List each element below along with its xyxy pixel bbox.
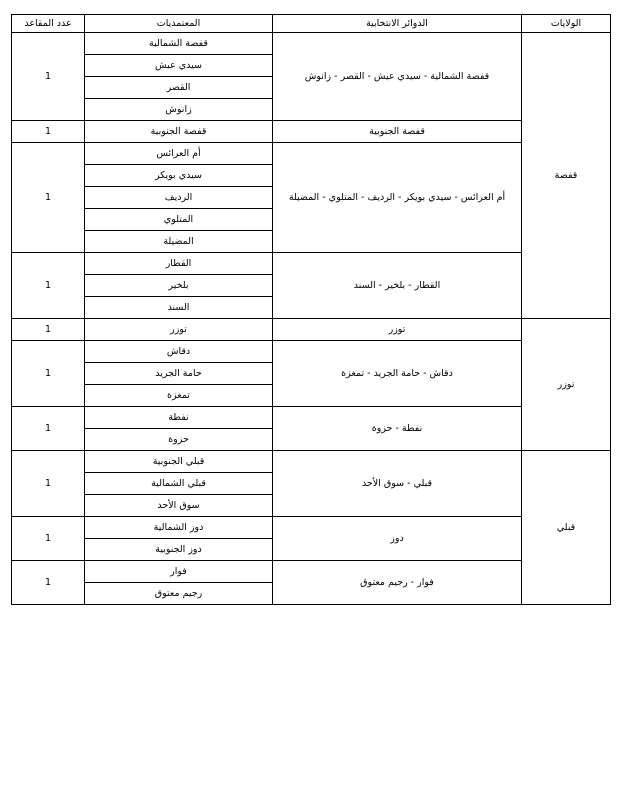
state-cell: قفصة — [522, 33, 611, 319]
table-row — [12, 33, 611, 55]
seats-cell: 1 — [12, 341, 85, 407]
table-row — [12, 451, 611, 473]
delegation-cell: الرديف — [85, 187, 273, 209]
seats-cell: 1 — [12, 33, 85, 121]
delegation-cell: حزوة — [85, 429, 273, 451]
delegation-cell: فوار — [85, 561, 273, 583]
seats-cell: 1 — [12, 319, 85, 341]
delegation-cell: قفصة الشمالية — [85, 33, 273, 55]
circonscription-cell: فوار - رجيم معتوق — [273, 561, 522, 605]
electoral-districts-table — [11, 14, 611, 605]
circonscription-cell: أم العرائس - سيدي بويكر - الرديف - المتلوي - المضيلة — [273, 143, 522, 253]
table-header-row — [12, 15, 611, 33]
delegation-cell: أم العرائس — [85, 143, 273, 165]
delegation-cell: القطار — [85, 253, 273, 275]
circonscription-cell: دقاش - حامة الجريد - تمغزة — [273, 341, 522, 407]
delegation-cell: المتلوي — [85, 209, 273, 231]
delegation-cell: دوز الشمالية — [85, 517, 273, 539]
table-row — [12, 143, 611, 165]
circonscription-cell: القطار - بلخير - السند — [273, 253, 522, 319]
table-row — [12, 517, 611, 539]
circonscription-cell: قفصة الشمالية - سيدي عيش - القصر - زانوش — [273, 33, 522, 121]
table-row — [12, 561, 611, 583]
delegation-cell: بلخير — [85, 275, 273, 297]
seats-cell: 1 — [12, 407, 85, 451]
delegation-cell: توزر — [85, 319, 273, 341]
state-cell: قبلي — [522, 451, 611, 605]
delegation-cell: سيدي عيش — [85, 55, 273, 77]
table-body — [12, 33, 611, 605]
table-row — [12, 121, 611, 143]
circonscription-cell: دوز — [273, 517, 522, 561]
delegation-cell: السند — [85, 297, 273, 319]
delegation-cell: قفصة الجنوبية — [85, 121, 273, 143]
circonscription-cell: توزر — [273, 319, 522, 341]
delegation-cell: دوز الجنوبية — [85, 539, 273, 561]
state-cell: توزر — [522, 319, 611, 451]
table-row — [12, 319, 611, 341]
seats-cell: 1 — [12, 561, 85, 605]
delegation-cell: زانوش — [85, 99, 273, 121]
delegation-cell: تمغزة — [85, 385, 273, 407]
header-delegations: المعتمديات — [85, 15, 273, 33]
table-row — [12, 253, 611, 275]
delegation-cell: سيدي بويكر — [85, 165, 273, 187]
header-circonscriptions: الدوائر الانتخابية — [273, 15, 522, 33]
seats-cell: 1 — [12, 517, 85, 561]
seats-cell: 1 — [12, 451, 85, 517]
delegation-cell: قبلي الشمالية — [85, 473, 273, 495]
delegation-cell: رجيم معتوق — [85, 583, 273, 605]
seats-cell: 1 — [12, 143, 85, 253]
circonscription-cell: قفصة الجنوبية — [273, 121, 522, 143]
seats-cell: 1 — [12, 121, 85, 143]
delegation-cell: قبلي الجنوبية — [85, 451, 273, 473]
delegation-cell: المضيلة — [85, 231, 273, 253]
delegation-cell: حامة الجريد — [85, 363, 273, 385]
header-states: الولايات — [522, 15, 611, 33]
table-row — [12, 407, 611, 429]
delegation-cell: القصر — [85, 77, 273, 99]
table-row — [12, 341, 611, 363]
delegation-cell: نفطة — [85, 407, 273, 429]
delegation-cell: سوق الأحد — [85, 495, 273, 517]
delegation-cell: دقاش — [85, 341, 273, 363]
circonscription-cell: نفطة - حزوة — [273, 407, 522, 451]
header-seats: عدد المقاعد — [12, 15, 85, 33]
seats-cell: 1 — [12, 253, 85, 319]
circonscription-cell: قبلي - سوق الأحد — [273, 451, 522, 517]
